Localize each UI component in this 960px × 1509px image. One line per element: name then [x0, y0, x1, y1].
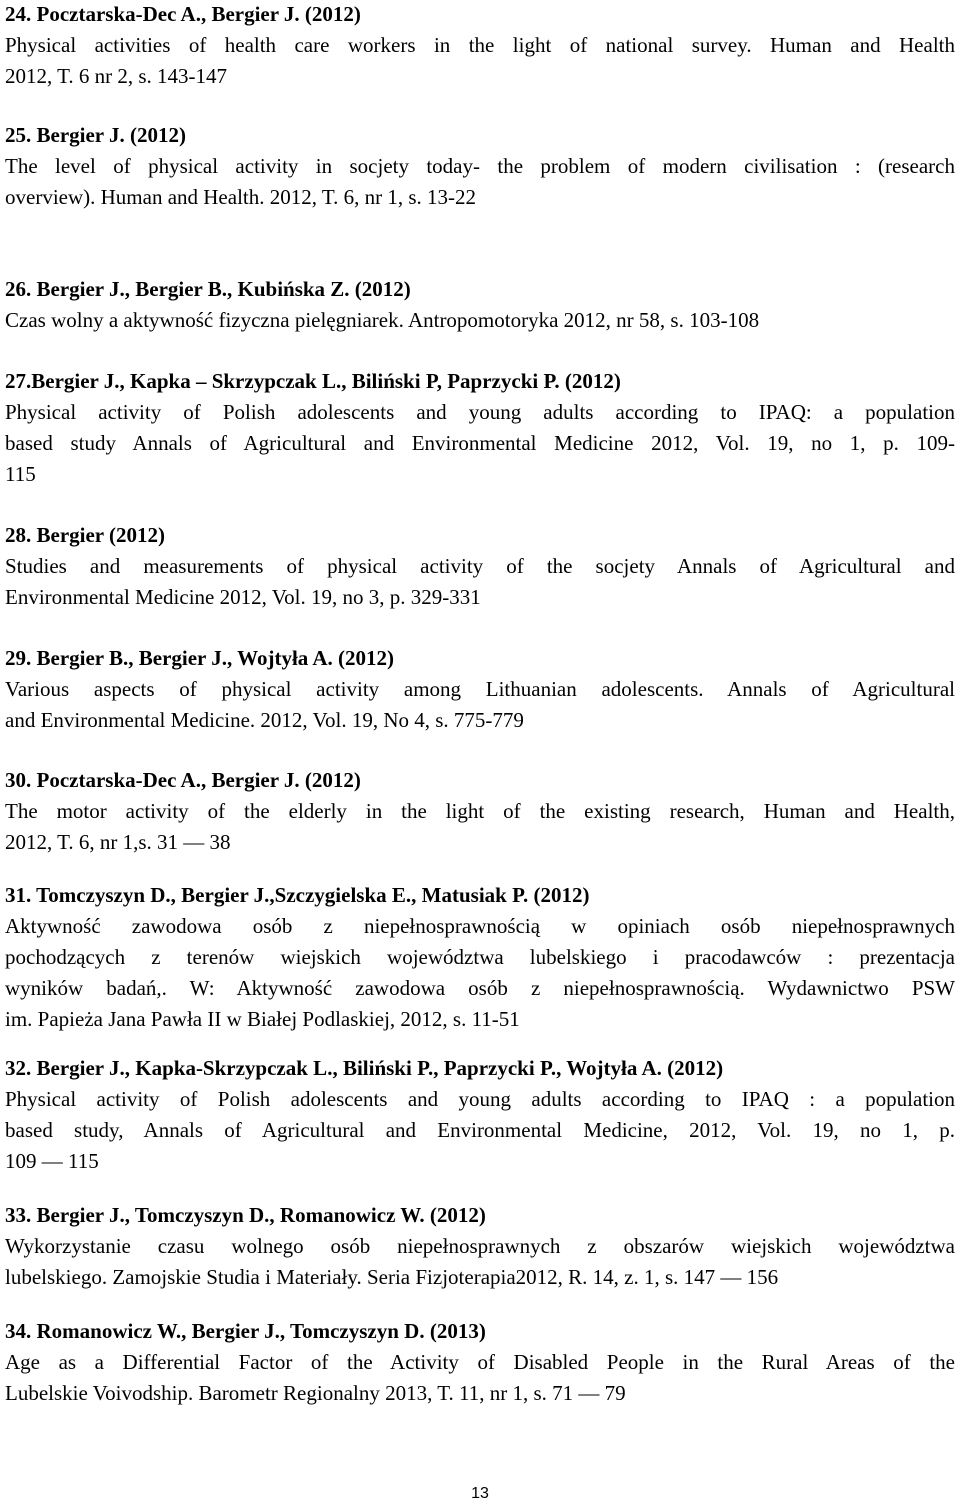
- reference-text-line: based study Annals of Agricultural and Environmental Medicine 2012, Vol. 19, no 1, p. 109-: [5, 431, 955, 455]
- reference-heading: 32. Bergier J., Kapka-Skrzypczak L., Biliński P., Paprzycki P., Wojtyła A. (2012): [5, 1056, 724, 1080]
- reference-text-line: overview). Human and Health. 2012, T. 6, nr 1, s. 13-22: [5, 185, 477, 209]
- reference-entry-27: [5, 366, 955, 490]
- reference-entry-31: [5, 880, 955, 1035]
- reference-entry-25: [5, 120, 955, 213]
- reference-entry-24: [5, 0, 955, 92]
- reference-text-line: Lubelskie Voivodship. Barometr Regionalny 2013, T. 11, nr 1, s. 71 — 79: [5, 1381, 626, 1405]
- reference-text-line: Physical activities of health care workers in the light of national survey. Human and Health: [5, 33, 955, 57]
- reference-text-line: pochodzących z terenów wiejskich województwa lubelskiego i pracodawców : prezentacja: [5, 945, 955, 969]
- reference-text-line: based study, Annals of Agricultural and Environmental Medicine, 2012, Vol. 19, no 1, p.: [5, 1118, 955, 1142]
- reference-heading: 28. Bergier (2012): [5, 523, 165, 547]
- reference-heading: 29. Bergier B., Bergier J., Wojtyła A. (2012): [5, 646, 395, 670]
- reference-entry-26: [5, 274, 955, 336]
- reference-text-line: 2012, T. 6 nr 2, s. 143-147: [5, 64, 228, 88]
- reference-text-line: Environmental Medicine 2012, Vol. 19, no 3, p. 329-331: [5, 585, 481, 609]
- reference-heading: 24. Pocztarska-Dec A., Bergier J. (2012): [5, 2, 361, 26]
- reference-entry-32: [5, 1053, 955, 1177]
- page-number: 13: [471, 1485, 489, 1502]
- reference-text-line: Physical activity of Polish adolescents and young adults according to IPAQ : a population: [5, 1087, 955, 1111]
- reference-text-line: im. Papieża Jana Pawła II w Białej Podlaskiej, 2012, s. 11-51: [5, 1007, 520, 1031]
- reference-text-line: 109 — 115: [5, 1149, 99, 1173]
- reference-text-line: 2012, T. 6, nr 1,s. 31 — 38: [5, 830, 231, 854]
- reference-text-line: 115: [5, 462, 36, 486]
- reference-heading: 26. Bergier J., Bergier B., Kubińska Z. (2012): [5, 277, 411, 301]
- reference-text-line: Studies and measurements of physical activity of the socjety Annals of Agricultural and: [5, 554, 955, 578]
- reference-entry-29: [5, 643, 955, 736]
- reference-text-line: Age as a Differential Factor of the Activity of Disabled People in the Rural Areas of the: [5, 1350, 955, 1374]
- reference-text-line: The motor activity of the elderly in the light of the existing research, Human and Health,: [5, 799, 955, 823]
- reference-text-line: and Environmental Medicine. 2012, Vol. 19, No 4, s. 775-779: [5, 708, 524, 732]
- reference-text-line: wyników badań,. W: Aktywność zawodowa osób z niepełnosprawnością. Wydawnictwo PSW: [5, 976, 955, 1000]
- reference-heading: 27.Bergier J., Kapka – Skrzypczak L., Biliński P, Paprzycki P. (2012): [5, 369, 621, 393]
- reference-text-line: Aktywność zawodowa osób z niepełnosprawnością w opiniach osób niepełnosprawnych: [5, 914, 955, 938]
- reference-text-line: The level of physical activity in socjety today- the problem of modern civilisation : (research: [5, 154, 955, 178]
- reference-entry-33: [5, 1200, 955, 1293]
- reference-heading: 30. Pocztarska-Dec A., Bergier J. (2012): [5, 768, 361, 792]
- reference-entry-34: [5, 1316, 955, 1409]
- reference-entry-30: [5, 765, 955, 858]
- reference-heading: 33. Bergier J., Tomczyszyn D., Romanowicz W. (2012): [5, 1203, 486, 1227]
- reference-text-line: Various aspects of physical activity among Lithuanian adolescents. Annals of Agricultural: [5, 677, 955, 701]
- reference-text-line: Wykorzystanie czasu wolnego osób niepełnosprawnych z obszarów wiejskich województwa: [5, 1234, 955, 1258]
- reference-text-line: Czas wolny a aktywność fizyczna pielęgniarek. Antropomotoryka 2012, nr 58, s. 103-108: [5, 308, 760, 332]
- reference-heading: 25. Bergier J. (2012): [5, 123, 186, 147]
- reference-text-line: lubelskiego. Zamojskie Studia i Materiały. Seria Fizjoterapia2012, R. 14, z. 1, s. 147 — 156: [5, 1265, 779, 1289]
- reference-entry-28: [5, 520, 955, 613]
- reference-heading: 34. Romanowicz W., Bergier J., Tomczyszyn D. (2013): [5, 1319, 486, 1343]
- reference-text-line: Physical activity of Polish adolescents and young adults according to IPAQ: a population: [5, 400, 955, 424]
- reference-heading: 31. Tomczyszyn D., Bergier J.,Szczygielska E., Matusiak P. (2012): [5, 883, 590, 907]
